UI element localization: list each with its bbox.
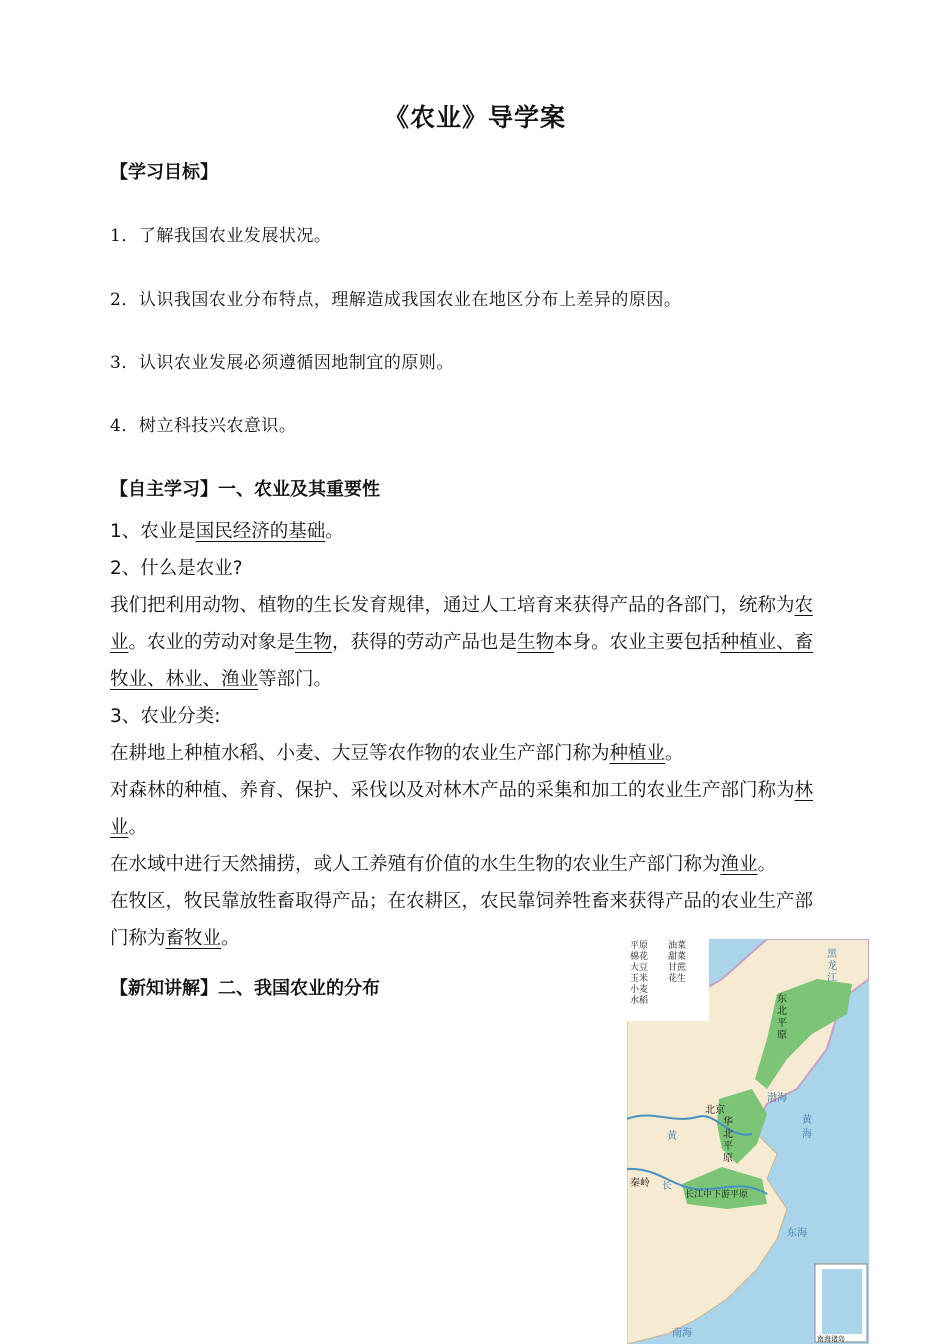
label-heilongjiang: 黑龙江 — [827, 949, 837, 984]
para-3: 我们把利用动物、植物的生长发育规律，通过人工培育来获得产品的各部门，统称为农 业。农业的劳动对象是生物，获得的劳动产品也是生物本身。农业主要包括种植业、畜 牧业、林业、渔业等部门。 — [110, 595, 814, 690]
para-5: 在耕地上种植水稻、小麦、大豆等农作物的农业生产部门称为种植业。 — [110, 743, 684, 764]
label-beijing: 北京 — [705, 1105, 725, 1116]
agriculture-map — [627, 939, 869, 1344]
inset-sea — [822, 1269, 862, 1334]
label-nanhai-islands: 南海诸岛 — [817, 1335, 845, 1343]
label-bohai: 渤海 — [767, 1093, 787, 1104]
label-south-sea: 南海 — [672, 1328, 692, 1339]
goal-item-2: 2．认识我国农业分布特点，理解造成我国农业在地区分布上差异的原因。 — [110, 290, 682, 310]
new-lesson-heading: 【新知讲解】二、我国农业的分布 — [110, 978, 380, 999]
label-east-sea: 东海 — [787, 1228, 807, 1239]
label-huabei: 华北平原 — [723, 1117, 733, 1164]
para-6: 对森林的种植、养育、保护、采伐以及对林木产品的采集和加工的农业生产部门称为林 业。 — [110, 780, 814, 838]
label-huang: 黄 — [667, 1131, 677, 1142]
label-changjiang: 长江中下游平原 — [685, 1190, 749, 1200]
goal-item-4: 4．树立科技兴农意识。 — [110, 416, 297, 436]
self-study-heading: 【自主学习】一、农业及其重要性 — [110, 479, 380, 500]
goals-heading: 【学习目标】 — [110, 162, 218, 183]
para-1: 1、农业是国民经济的基础。 — [110, 521, 344, 542]
label-chang: 长 — [662, 1181, 672, 1192]
goal-item-3: 3．认识农业发展必须遵循因地制宜的原则。 — [110, 353, 454, 373]
label-qinling: 秦岭 — [630, 1178, 650, 1189]
para-2: 2、什么是农业? — [110, 558, 243, 579]
para-7: 在水域中进行天然捕捞，或人工养殖有价值的水生生物的农业生产部门称为渔业。 — [110, 854, 777, 875]
label-yellow-sea: 黄海 — [802, 1115, 812, 1140]
para-4: 3、农业分类: — [110, 706, 221, 727]
para-8: 在牧区，牧民靠放牲畜取得产品；在农耕区，农民靠饲养牲畜来获得产品的农业生产部 门称为畜牧业。 — [110, 891, 814, 949]
goal-item-1: 1．了解我国农业发展状况。 — [110, 226, 332, 246]
self-study-body — [110, 513, 845, 957]
label-dongbei: 东北平原 — [777, 994, 787, 1041]
page-title: 《农业》导学案 — [383, 103, 566, 132]
map-legend: 平原 油菜 棉花 甜菜 大豆 甘蔗 玉米 花生 小麦 水稻 — [627, 939, 709, 1021]
